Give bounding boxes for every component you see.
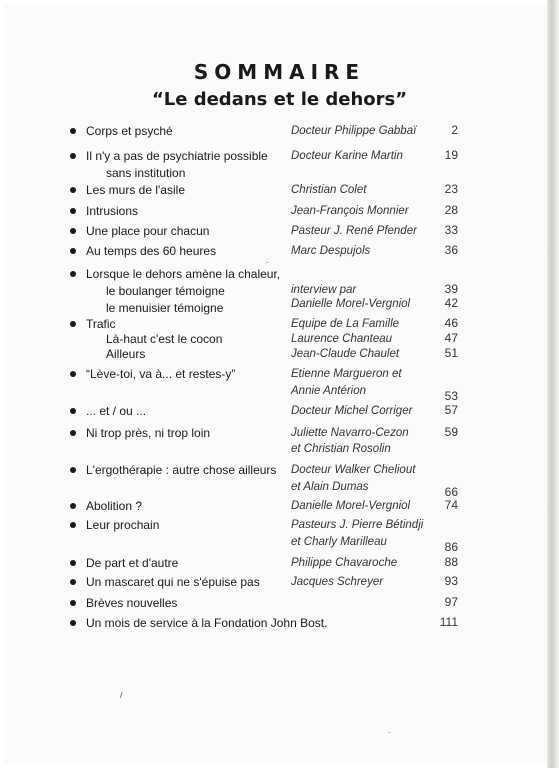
entry-topic bbox=[86, 615, 327, 632]
entry-page-number: 39 bbox=[444, 282, 458, 296]
entry-author: et Christian Rosolin bbox=[291, 443, 391, 455]
bullet-icon bbox=[70, 430, 76, 436]
entry-page-number: 86 bbox=[444, 540, 458, 554]
entry-topic bbox=[86, 366, 235, 383]
entry-page-number: 88 bbox=[444, 555, 458, 569]
entry-author: Juliette Navarro-Cezon bbox=[291, 427, 409, 439]
entry-author: Jacques Schreyer bbox=[291, 576, 384, 588]
entry-page-number: 47 bbox=[444, 331, 458, 345]
entry-author: Annie Antérion bbox=[291, 385, 367, 397]
entry-page-number: 33 bbox=[444, 223, 458, 237]
entry-page-number: 42 bbox=[444, 296, 458, 310]
entry-page-number: 28 bbox=[444, 203, 458, 217]
topic-line: Intrusions bbox=[86, 204, 139, 218]
bullet-icon bbox=[70, 228, 76, 234]
topic-line: Lorsque le dehors amène la chaleur, bbox=[86, 267, 281, 281]
entry-topic bbox=[86, 346, 145, 363]
entry-page-number: 2 bbox=[451, 123, 458, 137]
entry-author: interview par bbox=[291, 284, 357, 296]
entry-page-number: 74 bbox=[444, 498, 458, 512]
topic-line: Abolition ? bbox=[86, 499, 143, 513]
topic-line: Leur prochain bbox=[86, 518, 160, 532]
entry-author: Christian Colet bbox=[291, 184, 367, 196]
bullet-icon bbox=[70, 522, 76, 528]
entry-author: Jean-Claude Chaulet bbox=[291, 348, 400, 360]
entry-author: Philippe Chavaroche bbox=[291, 557, 398, 569]
topic-line: Corps et psyché bbox=[86, 124, 173, 138]
topic-line: Au temps des 60 heures bbox=[86, 244, 217, 258]
bullet-icon bbox=[70, 248, 76, 254]
bullet-icon bbox=[70, 620, 76, 626]
topic-line: Ailleurs bbox=[106, 347, 146, 361]
topic-line: Une place pour chacun bbox=[86, 224, 210, 238]
topic-line: “Lève-toi, va à... et restes-y” bbox=[86, 367, 236, 381]
entry-author: Danielle Morel-Vergniol bbox=[291, 298, 411, 310]
entry-page-number: 93 bbox=[444, 574, 458, 588]
entry-topic bbox=[86, 403, 146, 420]
entry-topic bbox=[86, 223, 209, 240]
entry-author: Jean-François Monnier bbox=[291, 205, 409, 217]
entry-author: Pasteurs J. Pierre Bétindji bbox=[291, 519, 424, 531]
topic-line: Un mascaret qui ne s'épuise pas bbox=[86, 575, 260, 589]
topic-line: le boulanger témoigne bbox=[106, 284, 225, 298]
entry-page-number: 19 bbox=[444, 148, 458, 162]
entry-author: Equipe de La Famille bbox=[291, 318, 400, 330]
entry-topic bbox=[86, 574, 260, 591]
entry-author: Docteur Michel Corriger bbox=[291, 405, 413, 417]
entry-topic bbox=[86, 498, 142, 515]
bullet-icon bbox=[70, 503, 76, 509]
entry-page-number: 66 bbox=[444, 485, 458, 499]
entry-topic bbox=[86, 182, 185, 199]
topic-line: Il n'y a pas de psychiatrie possible bbox=[86, 149, 268, 163]
entry-page-number: 97 bbox=[444, 595, 458, 609]
entry-author: et Charly Marilleau bbox=[291, 536, 387, 548]
bullet-icon bbox=[70, 467, 76, 473]
page-subtitle: “Le dedans et le dehors” bbox=[151, 89, 408, 110]
entry-topic bbox=[86, 425, 210, 442]
topic-line: Ni trop près, ni trop loin bbox=[86, 426, 211, 440]
page bbox=[4, 4, 548, 764]
entry-topic bbox=[86, 148, 268, 182]
topic-line: Les murs de l'asile bbox=[86, 183, 185, 197]
entry-topic bbox=[86, 203, 138, 220]
entry-author: Docteur Walker Cheliout bbox=[291, 464, 416, 476]
bullet-icon bbox=[70, 208, 76, 214]
bullet-icon bbox=[70, 600, 76, 606]
entry-page-number: 111 bbox=[439, 615, 458, 629]
entry-topic bbox=[86, 462, 276, 479]
entry-author: Etienne Margueron et bbox=[291, 368, 402, 380]
topic-line: sans institution bbox=[106, 166, 186, 180]
entry-author: Docteur Philippe Gabbaï bbox=[291, 125, 417, 137]
bullet-icon bbox=[70, 371, 76, 377]
entry-author: et Alain Dumas bbox=[291, 481, 369, 493]
entry-author: Laurence Chanteau bbox=[291, 333, 393, 345]
bullet-icon bbox=[70, 408, 76, 414]
entry-page-number: 23 bbox=[444, 182, 458, 196]
entry-topic bbox=[86, 266, 280, 317]
topic-line: De part et d'autre bbox=[86, 556, 179, 570]
entry-page-number: 46 bbox=[444, 316, 458, 330]
bullet-icon bbox=[70, 271, 76, 277]
entry-author: Marc Despujols bbox=[291, 245, 371, 257]
topic-line: L'ergothérapie : autre chose ailleurs bbox=[86, 463, 277, 477]
page-spine bbox=[547, 0, 559, 768]
bullet-icon bbox=[70, 560, 76, 566]
bullet-icon bbox=[70, 153, 76, 159]
entry-topic bbox=[86, 243, 216, 260]
topic-line: le menuisier témoigne bbox=[106, 301, 224, 315]
topic-line: Trafic bbox=[86, 317, 116, 331]
entry-topic bbox=[86, 517, 159, 534]
entry-page-number: 57 bbox=[444, 403, 458, 417]
entry-author: Docteur Karine Martin bbox=[291, 150, 403, 162]
topic-line: ... et / ou ... bbox=[86, 404, 147, 418]
page-title: SOMMAIRE bbox=[193, 60, 366, 84]
entry-topic bbox=[86, 555, 178, 572]
topic-line: Un mois de service à la Fondation John Bost. bbox=[86, 616, 328, 630]
bullet-icon bbox=[70, 579, 76, 585]
bullet-icon bbox=[70, 187, 76, 193]
entry-page-number: 36 bbox=[444, 243, 458, 257]
topic-line: Là-haut c'est le cocon bbox=[106, 332, 223, 346]
entry-author: Pasteur J. René Pfender bbox=[291, 225, 417, 237]
entry-topic bbox=[86, 595, 177, 612]
entry-page-number: 53 bbox=[444, 389, 458, 403]
bullet-icon bbox=[70, 128, 76, 134]
entry-page-number: 51 bbox=[444, 346, 458, 360]
speck-mark: . bbox=[266, 255, 269, 265]
entry-topic bbox=[86, 123, 173, 140]
speck-mark: / bbox=[120, 690, 123, 700]
speck-mark: . bbox=[388, 725, 391, 735]
entry-page-number: 59 bbox=[444, 425, 458, 439]
topic-line: Brèves nouvelles bbox=[86, 596, 178, 610]
entry-author: Danielle Morel-Vergniol bbox=[291, 500, 411, 512]
bullet-icon bbox=[70, 321, 76, 327]
